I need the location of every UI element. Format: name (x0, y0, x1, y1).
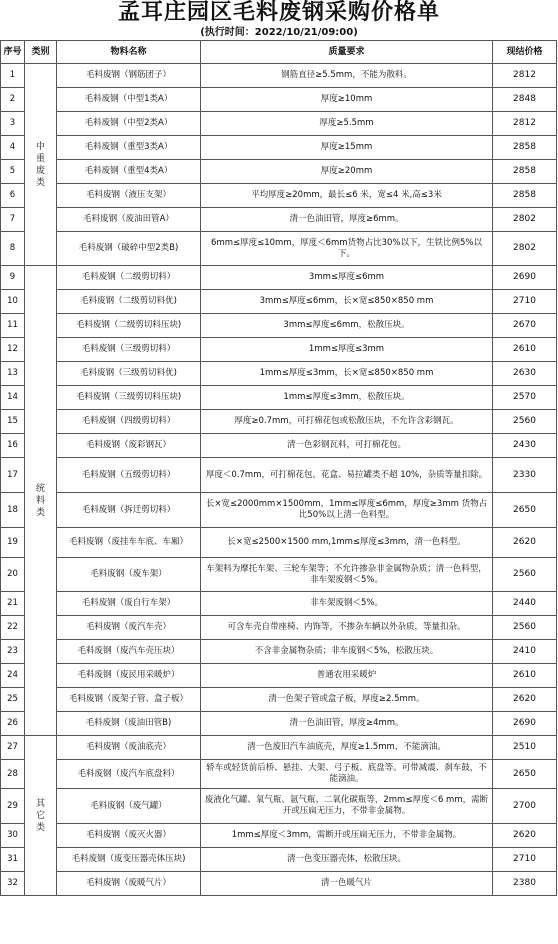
cash-price: 2560 (493, 558, 557, 592)
material-name: 毛料废钢（液压支架） (57, 184, 201, 208)
cash-price: 2802 (493, 208, 557, 232)
quality-requirement: 长×宽≤2000mm×1500mm，1mm≤厚度≤6mm，厚度≥3mm 货物占比50%以上清一色料型。 (201, 493, 493, 528)
material-name: 毛料废钢（四级剪切料） (57, 410, 201, 434)
row-number: 2 (1, 88, 25, 112)
quality-requirement: 钢筋直径≥5.5mm，不能为散料。 (201, 64, 493, 88)
price-table (0, 40, 557, 896)
material-name: 毛料废钢（中型1类A） (57, 88, 201, 112)
header-requirement: 质量要求 (201, 41, 493, 64)
row-number: 9 (1, 266, 25, 290)
material-name: 毛料废钢（废自行车架） (57, 592, 201, 616)
header-row (1, 41, 557, 64)
table-row (1, 848, 557, 872)
table-row (1, 136, 557, 160)
quality-requirement: 3mm≤厚度≤6mm，松散压块。 (201, 314, 493, 338)
cash-price: 2560 (493, 410, 557, 434)
table-row (1, 640, 557, 664)
cash-price: 2848 (493, 88, 557, 112)
row-number: 3 (1, 112, 25, 136)
header-category: 类别 (25, 41, 57, 64)
category-cell (25, 736, 57, 896)
cash-price: 2812 (493, 112, 557, 136)
row-number: 13 (1, 362, 25, 386)
header-price: 现结价格 (493, 41, 557, 64)
quality-requirement: 厚度≥0.7mm，可打棉花包或松散压块，不允许含彩钢瓦。 (201, 410, 493, 434)
table-row (1, 338, 557, 362)
row-number: 1 (1, 64, 25, 88)
row-number: 17 (1, 458, 25, 493)
material-name: 毛料废钢（三级剪切料优) (57, 362, 201, 386)
quality-requirement: 清一色油田管，厚度≥6mm。 (201, 208, 493, 232)
row-number: 23 (1, 640, 25, 664)
material-name: 毛料废钢（废灭火器） (57, 824, 201, 848)
material-name: 毛料废钢（废彩钢瓦） (57, 434, 201, 458)
cash-price: 2570 (493, 386, 557, 410)
row-number: 4 (1, 136, 25, 160)
cash-price: 2620 (493, 688, 557, 712)
material-name: 毛料废钢（重型3类A） (57, 136, 201, 160)
table-row (1, 528, 557, 558)
table-row (1, 362, 557, 386)
row-number: 18 (1, 493, 25, 528)
cash-price: 2430 (493, 434, 557, 458)
row-number: 10 (1, 290, 25, 314)
cash-price: 2670 (493, 314, 557, 338)
cash-price: 2802 (493, 232, 557, 266)
header-name: 物料名称 (57, 41, 201, 64)
material-name: 毛料废钢（废汽车壳压块） (57, 640, 201, 664)
table-row (1, 112, 557, 136)
quality-requirement: 轿车或轻货前后桥、悬挂、大架、弓子板、底盘等。可带减震、刹车鼓，不能滴油。 (201, 760, 493, 789)
table-row (1, 760, 557, 789)
cash-price: 2330 (493, 458, 557, 493)
quality-requirement: 可含车壳自带座椅、内饰等，不掺杂车辆以外杂质，等量扣杂。 (201, 616, 493, 640)
quality-requirement: 3mm≤厚度≤6mm (201, 266, 493, 290)
quality-requirement: 非车架废钢＜5%。 (201, 592, 493, 616)
table-row (1, 410, 557, 434)
cash-price: 2610 (493, 338, 557, 362)
row-number: 6 (1, 184, 25, 208)
table-row (1, 789, 557, 824)
quality-requirement: 清一色暖气片 (201, 872, 493, 896)
table-row (1, 184, 557, 208)
row-number: 22 (1, 616, 25, 640)
quality-requirement: 1mm≤厚度≤3mm (201, 338, 493, 362)
cash-price: 2858 (493, 184, 557, 208)
material-name: 毛料废钢（废气罐） (57, 789, 201, 824)
cash-price: 2858 (493, 160, 557, 184)
page-title: 孟耳庄园区毛料废钢采购价格单 (117, 0, 440, 25)
quality-requirement: 1mm≤厚度≤3mm，长×宽≤850×850 mm (201, 362, 493, 386)
material-name: 毛料废钢（三级剪切料） (57, 338, 201, 362)
material-name: 毛料废钢（五级剪切料） (57, 458, 201, 493)
row-number: 27 (1, 736, 25, 760)
cash-price: 2650 (493, 493, 557, 528)
table-row (1, 664, 557, 688)
cash-price: 2630 (493, 362, 557, 386)
execution-time: (执行时间：2022/10/21/09:00) (200, 27, 358, 38)
table-row (1, 266, 557, 290)
material-name: 毛料废钢（废挂车车底、车厢） (57, 528, 201, 558)
material-name: 毛料废钢（重型4类A） (57, 160, 201, 184)
row-number: 19 (1, 528, 25, 558)
quality-requirement: 厚度≥15mm (201, 136, 493, 160)
row-number: 29 (1, 789, 25, 824)
row-number: 25 (1, 688, 25, 712)
material-name: 毛料废钢（二级剪切料） (57, 266, 201, 290)
material-name: 毛料废钢（二级剪切料压块) (57, 314, 201, 338)
material-name: 毛料废钢（中型2类A） (57, 112, 201, 136)
quality-requirement: 1mm≤厚度＜3mm，需断开或压扁无压力，不带非金属物。 (201, 824, 493, 848)
quality-requirement: 厚度＜0.7mm，可打棉花包，花盒、易拉罐类不超 10%，杂质等量扣除。 (201, 458, 493, 493)
cash-price: 2700 (493, 789, 557, 824)
material-name: 毛料废钢（废油田管A） (57, 208, 201, 232)
table-body (1, 64, 557, 896)
table-row (1, 314, 557, 338)
quality-requirement: 清一色彩钢瓦料，可打棉花包。 (201, 434, 493, 458)
category-label: 其它类 (35, 798, 45, 833)
quality-requirement: 废液化气罐、氧气瓶、氩气瓶、二氧化碳瓶等，2mm≤厚度＜6 mm，需断开或压扁无压力，不带非金属物。 (201, 789, 493, 824)
material-name: 毛料废钢（废架子管、盒子板） (57, 688, 201, 712)
material-name: 毛料废钢（废暖气片） (57, 872, 201, 896)
table-row (1, 386, 557, 410)
quality-requirement: 长×宽≤2500×1500 mm,1mm≤厚度≤3mm，清一色料型。 (201, 528, 493, 558)
row-number: 20 (1, 558, 25, 592)
table-row (1, 458, 557, 493)
material-name: 毛料废钢（三级剪切料压块) (57, 386, 201, 410)
material-name: 毛料废钢（废油田管B) (57, 712, 201, 736)
table-row (1, 872, 557, 896)
quality-requirement: 不含非金属物杂质；非车废钢＜5%，松散压块。 (201, 640, 493, 664)
row-number: 28 (1, 760, 25, 789)
table-row (1, 160, 557, 184)
category-label: 中重废类 (35, 141, 45, 188)
cash-price: 2410 (493, 640, 557, 664)
quality-requirement: 6mm≤厚度≤10mm，厚度＜6mm货物占比30%以下，生铁比例5%以下。 (201, 232, 493, 266)
cash-price: 2710 (493, 848, 557, 872)
table-row (1, 64, 557, 88)
table-row (1, 232, 557, 266)
table-row (1, 558, 557, 592)
table-row (1, 592, 557, 616)
cash-price: 2440 (493, 592, 557, 616)
material-name: 毛料废钢（废车架） (57, 558, 201, 592)
table-row (1, 824, 557, 848)
cash-price: 2620 (493, 528, 557, 558)
quality-requirement: 厚度≥20mm (201, 160, 493, 184)
category-label: 统料类 (35, 483, 45, 518)
category-cell (25, 64, 57, 266)
table-row (1, 290, 557, 314)
cash-price: 2610 (493, 664, 557, 688)
table-row (1, 712, 557, 736)
table-row (1, 88, 557, 112)
quality-requirement: 清一色变压器壳体，松散压块。 (201, 848, 493, 872)
quality-requirement: 普通农用采暖炉 (201, 664, 493, 688)
row-number: 15 (1, 410, 25, 434)
row-number: 26 (1, 712, 25, 736)
material-name: 毛料废钢（破碎中型2类B) (57, 232, 201, 266)
quality-requirement: 清一色架子管或盒子板，厚度≥2.5mm。 (201, 688, 493, 712)
row-number: 24 (1, 664, 25, 688)
row-number: 12 (1, 338, 25, 362)
row-number: 5 (1, 160, 25, 184)
cash-price: 2650 (493, 760, 557, 789)
row-number: 30 (1, 824, 25, 848)
row-number: 16 (1, 434, 25, 458)
cash-price: 2510 (493, 736, 557, 760)
header-no: 序号 (1, 41, 25, 64)
row-number: 14 (1, 386, 25, 410)
quality-requirement: 平均厚度≥20mm，最长≤6 米，宽≤4 米,高≤3米 (201, 184, 493, 208)
quality-requirement: 清一色油田管，厚度≥4mm。 (201, 712, 493, 736)
table-row (1, 493, 557, 528)
material-name: 毛料废钢（废油底壳） (57, 736, 201, 760)
material-name: 毛料废钢（废变压器壳体压块) (57, 848, 201, 872)
row-number: 11 (1, 314, 25, 338)
cash-price: 2380 (493, 872, 557, 896)
quality-requirement: 3mm≤厚度≤6mm，长×宽≤850×850 mm (201, 290, 493, 314)
quality-requirement: 厚度≥5.5mm (201, 112, 493, 136)
material-name: 毛料废钢（废汽车底盘料） (57, 760, 201, 789)
cash-price: 2620 (493, 824, 557, 848)
quality-requirement: 清一色废旧汽车油底壳，厚度≥1.5mm，不能滴油。 (201, 736, 493, 760)
cash-price: 2710 (493, 290, 557, 314)
material-name: 毛料废钢（钢筋团子） (57, 64, 201, 88)
cash-price: 2560 (493, 616, 557, 640)
quality-requirement: 车架料为摩托车架、三轮车架等；不允许掺杂非金属物杂质；清一色料型，非车架废钢＜5%。 (201, 558, 493, 592)
table-row (1, 434, 557, 458)
cash-price: 2812 (493, 64, 557, 88)
table-row (1, 208, 557, 232)
material-name: 毛料废钢（废汽车壳） (57, 616, 201, 640)
row-number: 7 (1, 208, 25, 232)
table-row (1, 736, 557, 760)
cash-price: 2690 (493, 266, 557, 290)
table-row (1, 688, 557, 712)
material-name: 毛料废钢（二级剪切料优) (57, 290, 201, 314)
row-number: 31 (1, 848, 25, 872)
category-cell (25, 266, 57, 736)
cash-price: 2690 (493, 712, 557, 736)
row-number: 8 (1, 232, 25, 266)
cash-price: 2858 (493, 136, 557, 160)
quality-requirement: 1mm≤厚度≤3mm，松散压块。 (201, 386, 493, 410)
material-name: 毛料废钢（拆迁剪切料） (57, 493, 201, 528)
table-row (1, 616, 557, 640)
material-name: 毛料废钢（废民用采暖炉） (57, 664, 201, 688)
row-number: 32 (1, 872, 25, 896)
row-number: 21 (1, 592, 25, 616)
quality-requirement: 厚度≥10mm (201, 88, 493, 112)
